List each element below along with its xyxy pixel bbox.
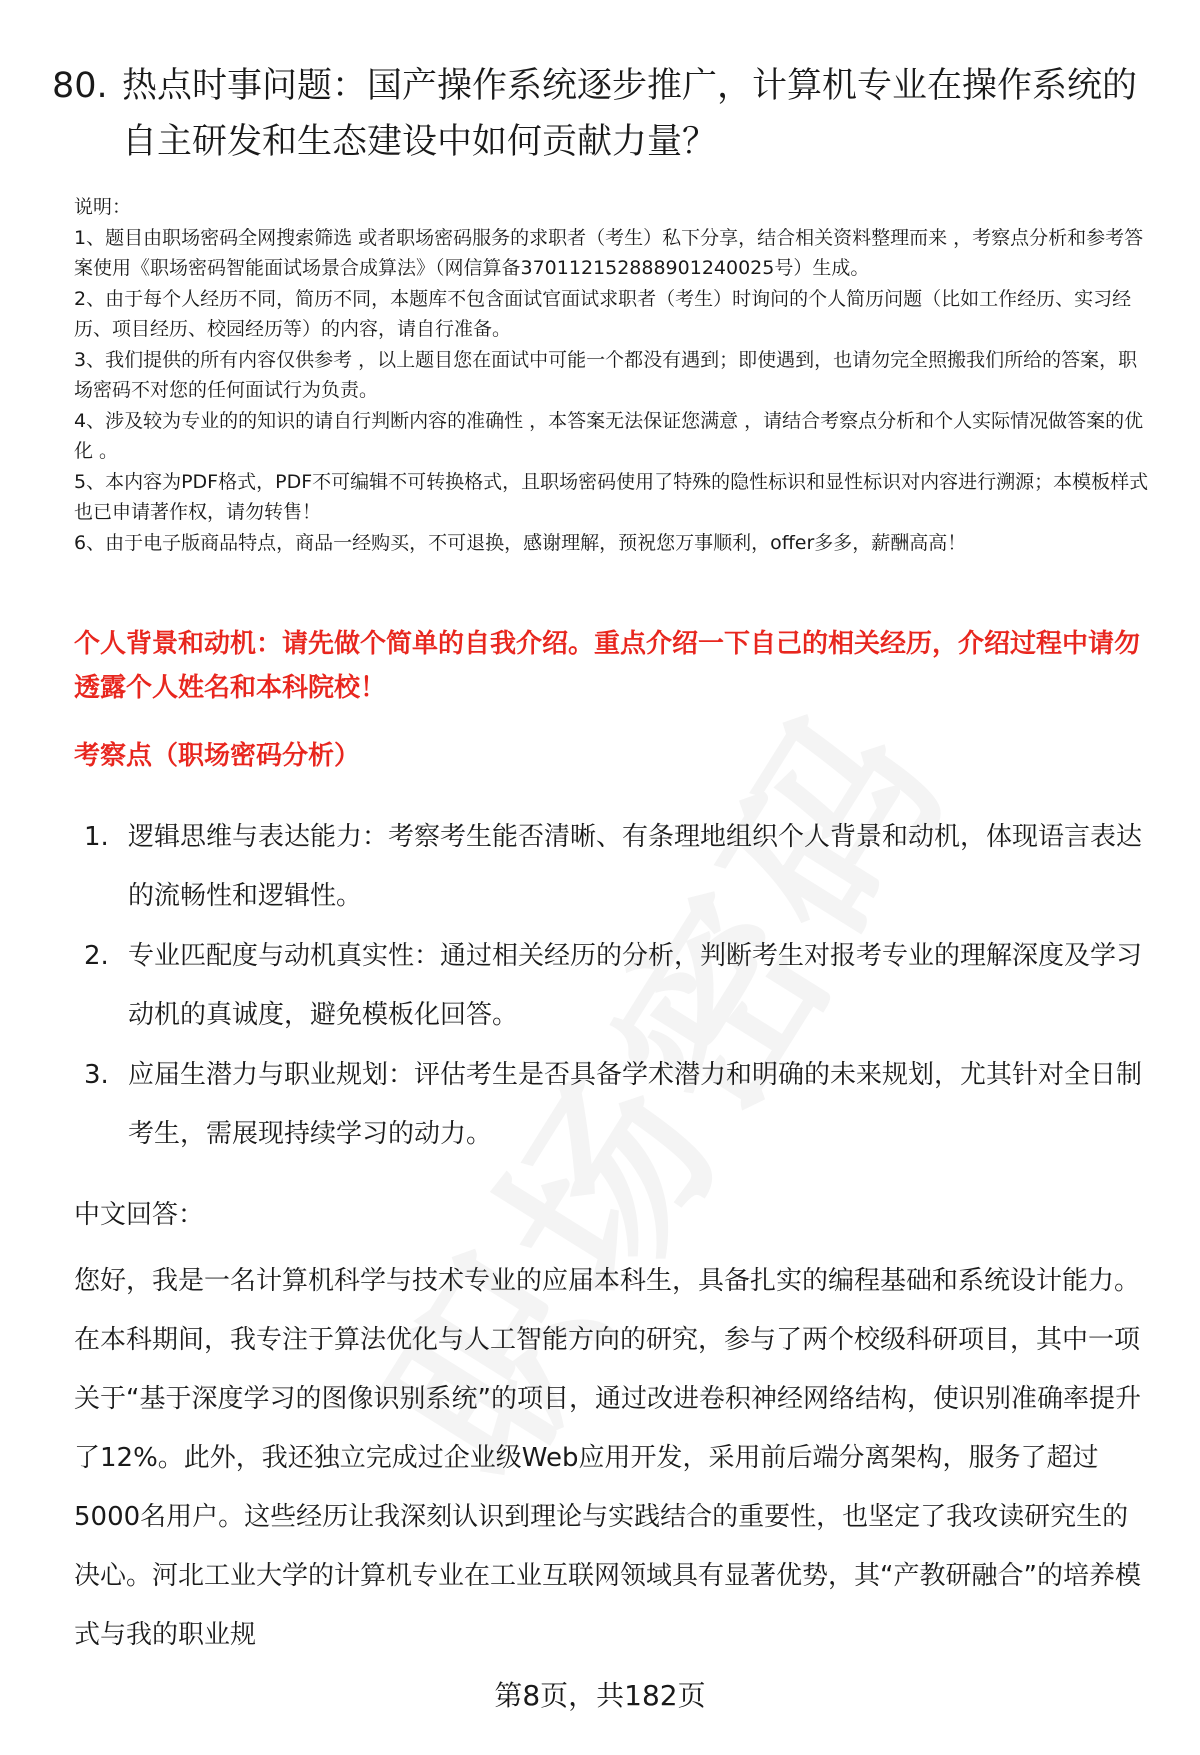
key-point-text: 逻辑思维与表达能力：考察考生能否清晰、有条理地组织个人背景和动机，体现语言表达的流畅性和逻辑性。 [128,822,1143,911]
note-item: 1、题目由职场密码全网搜索筛选 或者职场密码服务的求职者（考生）私下分享，结合相关资料整理而来 ，考察点分析和参考答案使用《职场密码智能面试场景合成算法》（网信算备370112152888901240025号）生成。 [74,226,1144,279]
key-points-list [84,808,1150,1165]
note-item: 5、本内容为PDF格式，PDF不可编辑不可转换格式，且职场密码使用了特殊的隐性标识和显性标识对内容进行溯源；本模板样式也已申请著作权，请勿转售！ [74,470,1149,523]
note-item: 3、我们提供的所有内容仅供参考 ，以上题目您在面试中可能一个都没有遇到；即使遇到，也请勿完全照搬我们所给的答案，职场密码不对您的任何面试行为负责。 [74,348,1138,401]
key-point-number: 1. [84,822,109,852]
page-footer [0,1676,1200,1716]
page-number-label: 第8页，共182页 [494,1679,706,1712]
key-point-text: 专业匹配度与动机真实性：通过相关经历的分析，判断考生对报考专业的理解深度及学习动机的真诚度，避免模板化回答。 [128,941,1143,1030]
note-item: 6、由于电子版商品特点，商品一经购买，不可退换，感谢理解，预祝您万事顺利，offer多多，薪酬高高！ [74,531,967,554]
question-text: 热点时事问题：国产操作系统逐步推广，计算机专业在操作系统的自主研发和生态建设中如何贡献力量？ [122,66,1138,162]
answer-body: 您好，我是一名计算机科学与技术专业的应届本科生，具备扎实的编程基础和系统设计能力。在本科期间，我专注于算法优化与人工智能方向的研究，参与了两个校级科研项目，其中一项关于“基于深度学习的图像识别系统”的项目，通过改进卷积神经网络结构，使识别准确率提升了12%。此外，我还独立完成过企业级Web应用开发，采用前后端分离架构，服务了超过5000名用户。这些经历让我深刻认识到理论与实践结合的重要性，也坚定了我攻读研究生的决心。河北工业大学的计算机专业在工业互联网领域具有显著优势，其“产教研融合”的培养模式与我的职业规 [74,1266,1141,1650]
notes-block [74,192,1154,558]
key-point-item [84,808,1150,926]
notes-heading: 说明： [74,196,132,218]
key-point-number: 2. [84,941,109,971]
question-number: 80. [52,66,108,106]
note-item: 4、涉及较为专业的的知识的请自行判断内容的准确性 ，本答案无法保证您满意 ，请结合考察点分析和个人实际情况做答案的优化 。 [74,409,1144,462]
answer-title: 中文回答： [74,1200,205,1230]
key-point-item [84,1046,1150,1164]
key-point-item [84,927,1150,1045]
question-heading [52,58,1142,170]
key-points-title: 考察点（职场密码分析） [74,741,361,771]
key-point-text: 应届生潜力与职业规划：评估考生是否具备学术潜力和明确的未来规划，尤其针对全日制考生，需展现持续学习的动力。 [128,1060,1143,1149]
section-title: 个人背景和动机：请先做个简单的自我介绍。重点介绍一下自己的相关经历，介绍过程中请勿透露个人姓名和本科院校！ [74,629,1141,703]
key-point-number: 3. [84,1060,109,1090]
note-item: 2、由于每个人经历不同，简历不同，本题库不包含面试官面试求职者（考生）时询问的个人简历问题（比如工作经历、实习经历、项目经历、校园经历等）的内容，请自行准备。 [74,287,1132,340]
